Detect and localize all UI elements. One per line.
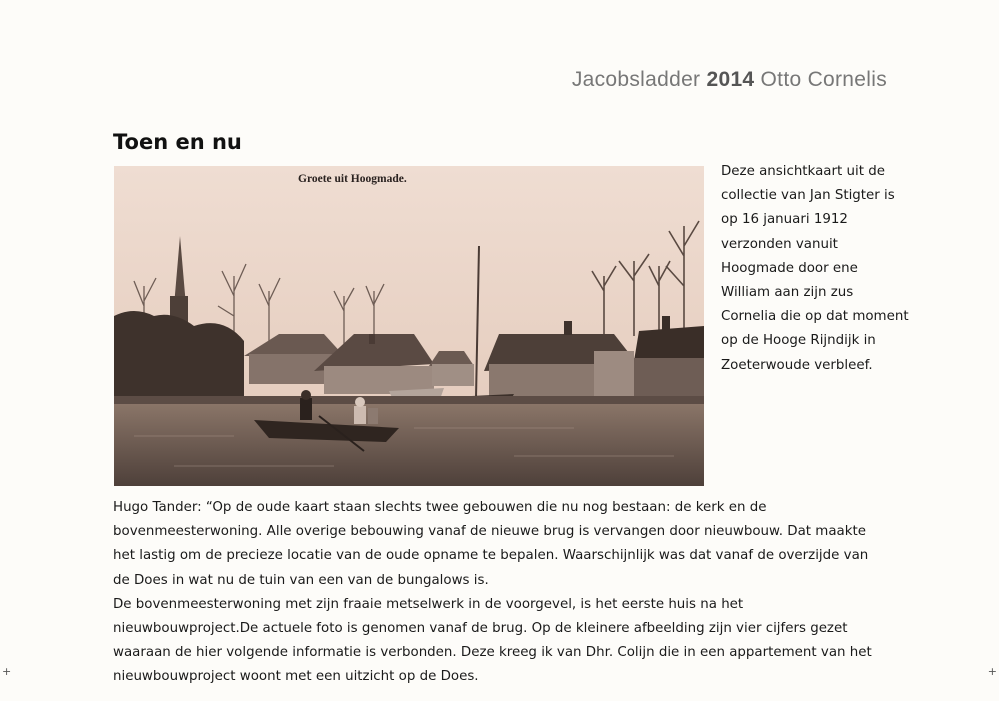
page-header bbox=[572, 68, 887, 92]
header-series: Jacobsladder bbox=[571, 68, 701, 91]
header-year: 2014 bbox=[706, 68, 755, 91]
postcard-caption: Groete uit Hoogmade. bbox=[298, 173, 407, 185]
body-text bbox=[113, 496, 888, 690]
side-caption-text: Deze ansichtkaart uit de collectie van Jan Stigter is op 16 januari 1912 verzonden vanuit Hoogmade door ene William aan zijn zus Cornelia die op dat moment op de Hooge Rijndijk in Zoeterwoude verbleef. bbox=[721, 164, 909, 373]
crop-mark-left: + bbox=[2, 665, 12, 678]
body-paragraph-1: Hugo Tander: “Op de oude kaart staan slechts twee gebouwen die nu nog bestaan: de kerk en de bovenmeesterwoning. Alle overige bebouwing vanaf de nieuwe brug is vervangen door nieuwbouw. Dat maakte het lastig om de precieze locatie van de oude opname te bepalen. Waarschijnlijk was dat vanaf de overzijde van de Does in wat nu de tuin van een van de bungalows is. bbox=[113, 500, 869, 588]
page-title: Toen en nu bbox=[113, 130, 242, 154]
body-paragraph-2: De bovenmeesterwoning met zijn fraaie metselwerk in de voorgevel, is het eerste huis na het nieuwbouwproject.De actuele foto is genomen vanaf de brug. Op de kleinere afbeelding zijn vier cijfers gezet waaraan de hier volgende informatie is verbonden. Deze kreeg ik van Dhr. Colijn die in een appartement van het nieuwbouwproject woont met een uitzicht op de Does. bbox=[113, 596, 872, 685]
postcard-photo bbox=[114, 166, 704, 486]
crop-mark-right: + bbox=[987, 665, 997, 678]
header-author: Otto Cornelis bbox=[760, 68, 887, 91]
side-caption bbox=[721, 160, 911, 378]
